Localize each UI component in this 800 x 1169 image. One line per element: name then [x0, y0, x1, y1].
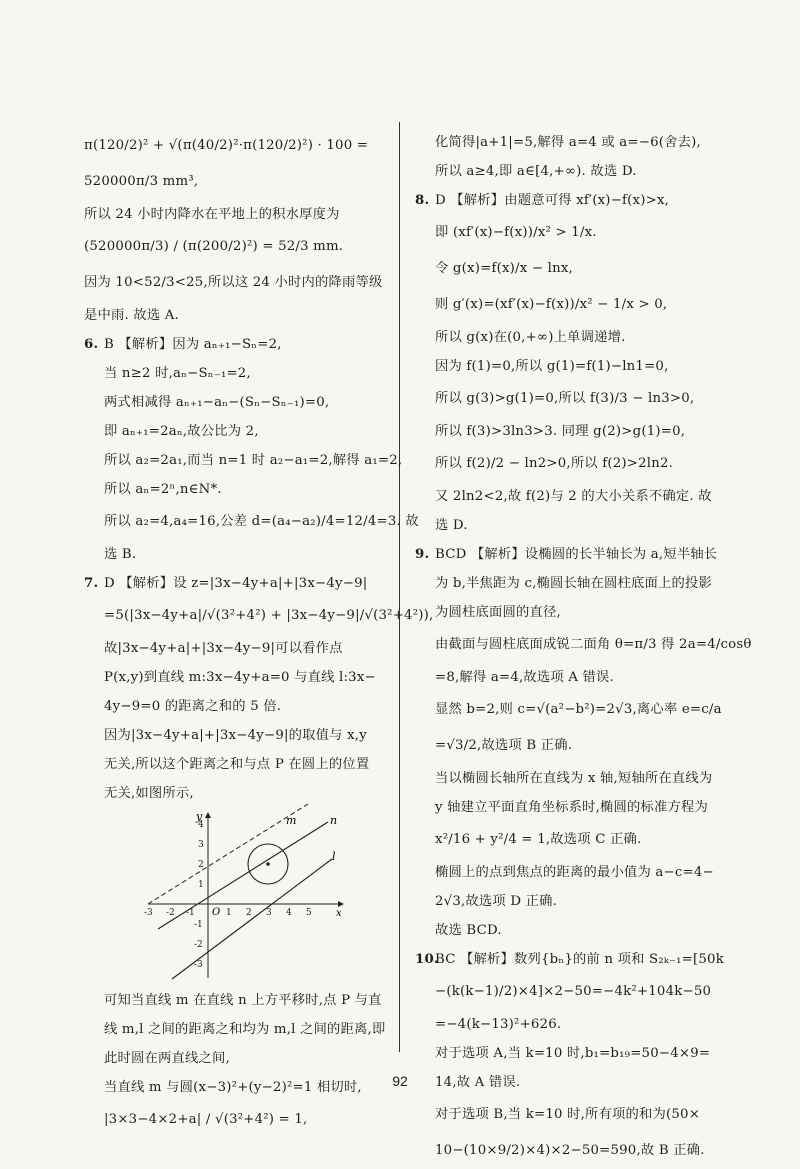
text-line — [415, 157, 715, 186]
text-line — [415, 482, 715, 511]
text-line — [84, 128, 384, 164]
left-text-block — [84, 128, 434, 808]
text-line — [84, 1102, 384, 1138]
line-text: 线 m,l 之间的距离之和均为 m,l 之间的距离,即 — [104, 1022, 386, 1037]
text-line — [415, 352, 715, 381]
line-text: 所以 f(3)>3ln3>3. 同理 g(2)>g(1)=0, — [435, 424, 686, 439]
line-text: 所以 f(2)/2 − ln2>0,所以 f(2)>2ln2. — [435, 456, 674, 471]
text-line — [84, 986, 384, 1015]
line-text: 此时圆在两直线之间, — [104, 1051, 230, 1066]
text-line — [415, 417, 715, 446]
line-text: 化简得|a+1|=5,解得 a=4 或 a=−6(舍去), — [435, 135, 701, 150]
y-tick: 4 — [198, 820, 204, 830]
text-line — [415, 858, 715, 887]
line-text: 可知当直线 m 在直线 n 上方平移时,点 P 与直 — [104, 993, 382, 1008]
line-m — [148, 804, 308, 904]
line-text: 因为 f(1)=0,所以 g(1)=f(1)−ln1=0, — [435, 359, 669, 374]
line-text: 当以椭圆长轴所在直线为 x 轴,短轴所在直线为 — [435, 771, 713, 786]
text-line — [415, 793, 715, 822]
line-text: B 【解析】因为 aₙ₊₁−Sₙ=2, — [104, 337, 282, 352]
line-text: 当 n≥2 时,aₙ−Sₙ₋₁=2, — [104, 366, 251, 381]
text-line — [415, 1133, 715, 1169]
x-tick: 4 — [286, 908, 292, 918]
text-line — [415, 569, 715, 598]
line-text: (520000π/3) / (π(200/2)²) = 52/3 mm. — [84, 239, 344, 254]
text-line — [84, 663, 384, 692]
line-text: 所以 a₂=4,a₄=16,公差 d=(a₄−a₂)/4=12/4=3. 故 — [104, 514, 419, 529]
text-line — [415, 627, 752, 663]
line-text: =5(|3x−4y+a|/√(3²+4²) + |3x−4y−9|/√(3²+4²)), — [104, 608, 434, 623]
line-text: 为 b,半焦距为 c,椭圆长轴在圆柱底面上的投影 — [435, 576, 713, 591]
line-text: 所以 a₂=2a₁,而当 n=1 时 a₂−a₁=2,解得 a₁=2, — [104, 453, 403, 468]
text-line — [84, 164, 384, 200]
y-tick: 1 — [198, 880, 204, 890]
text-line — [415, 974, 715, 1010]
text-line — [84, 301, 384, 330]
y-tick: 2 — [198, 860, 204, 870]
line-text: 显然 b=2,则 c=√(a²−b²)=2√3,离心率 e=c/a — [435, 702, 722, 717]
line-text: BC 【解析】数列{bₙ}的前 n 项和 S₂ₖ₋₁=[50k — [435, 952, 724, 967]
line-text: =8,解得 a=4,故选项 A 错误. — [435, 670, 614, 685]
line-text: 所以 g(x)在(0,+∞)上单调递增. — [435, 330, 626, 345]
right-text-block — [415, 128, 752, 1169]
text-line — [84, 569, 384, 598]
line-text: 14,故 A 错误. — [435, 1075, 521, 1090]
line-text: 520000π/3 mm³, — [84, 174, 199, 189]
line-text: 两式相减得 aₙ₊₁−aₙ−(Sₙ−Sₙ₋₁)=0, — [104, 395, 330, 410]
text-line — [84, 721, 384, 750]
text-line — [415, 916, 715, 945]
line-text: 又 2ln2<2,故 f(2)与 2 的大小关系不确定. 故 — [435, 489, 712, 504]
text-line — [415, 887, 715, 916]
text-line — [415, 663, 715, 692]
line-n-label: n — [330, 814, 338, 827]
line-text: 选 B. — [104, 547, 137, 562]
text-line — [415, 287, 715, 323]
line-text: P(x,y)到直线 m:3x−4y+a=0 与直线 l:3x− — [104, 670, 376, 685]
text-line — [415, 128, 715, 157]
text-line — [415, 1097, 715, 1133]
text-line — [415, 186, 715, 215]
line-text: =−4(k−13)²+626. — [435, 1017, 562, 1032]
text-line — [84, 446, 403, 475]
x-axis-arrow — [338, 901, 344, 907]
y-axis-arrow — [205, 812, 211, 818]
y-tick: -3 — [194, 960, 203, 970]
text-line — [84, 634, 384, 663]
line-text: 则 g′(x)=(xf′(x)−f(x))/x² − 1/x > 0, — [435, 297, 668, 312]
text-line — [415, 446, 715, 482]
line-text: 令 g(x)=f(x)/x − lnx, — [435, 261, 573, 276]
line-l-label: l — [332, 850, 336, 863]
text-line — [415, 692, 722, 728]
text-line — [84, 330, 384, 359]
text-line — [84, 200, 384, 229]
x-tick: 5 — [306, 908, 312, 918]
line-text: 无关,如图所示, — [104, 786, 194, 801]
text-line — [415, 1010, 715, 1039]
y-tick: 3 — [198, 840, 204, 850]
line-text: 即 (xf′(x)−f(x))/x² > 1/x. — [435, 225, 597, 240]
text-line — [415, 598, 715, 627]
line-n — [158, 822, 328, 929]
text-line — [415, 728, 715, 764]
line-text: D 【解析】由题意可得 xf′(x)−f(x)>x, — [435, 193, 670, 208]
x-tick: 2 — [246, 908, 252, 918]
x-tick: -2 — [166, 908, 175, 918]
text-line — [415, 381, 715, 417]
text-line — [415, 215, 715, 251]
text-line — [84, 388, 384, 417]
page-number: 92 — [392, 1073, 408, 1089]
text-line — [84, 265, 384, 301]
line-text: π(120/2)² + √(π(40/2)²·π(120/2)²) · 100 = — [84, 138, 369, 153]
text-line — [415, 945, 724, 974]
x-tick: -3 — [144, 908, 153, 918]
text-line — [84, 475, 384, 504]
x-tick: 1 — [226, 908, 232, 918]
text-line — [415, 540, 718, 569]
text-line — [84, 1044, 384, 1073]
line-text: 即 aₙ₊₁=2aₙ,故公比为 2, — [104, 424, 259, 439]
circle-center — [266, 862, 270, 866]
line-text: 故|3x−4y+a|+|3x−4y−9|可以看作点 — [104, 641, 343, 656]
line-text: 椭圆上的点到焦点的距离的最小值为 a−c=4− — [435, 865, 714, 880]
line-text: 当直线 m 与圆(x−3)²+(y−2)²=1 相切时, — [104, 1080, 362, 1095]
text-line — [415, 511, 715, 540]
right-column — [415, 128, 752, 1169]
line-text: 故选 BCD. — [435, 923, 502, 938]
y-tick: -1 — [194, 920, 203, 930]
question-number: 6. — [84, 337, 99, 352]
origin-label: O — [212, 907, 221, 918]
y-axis-label: y — [196, 810, 203, 823]
text-line — [84, 1015, 384, 1044]
y-tick-labels — [194, 820, 204, 970]
line-text: |3×3−4×2+a| / √(3²+4²) = 1, — [104, 1112, 308, 1127]
line-text: 为圆柱底面圆的直径, — [435, 605, 561, 620]
x-tick-labels — [144, 908, 312, 918]
line-text: =√3/2,故选项 B 正确. — [435, 738, 573, 753]
text-line — [415, 251, 715, 287]
text-line — [84, 750, 384, 779]
left-text-block-after — [84, 986, 384, 1138]
line-text: D 【解析】设 z=|3x−4y+a|+|3x−4y−9| — [104, 576, 368, 591]
line-text: 选 D. — [435, 518, 468, 533]
text-line — [84, 779, 384, 808]
x-tick: 3 — [266, 908, 272, 918]
question-number: 8. — [415, 193, 430, 208]
line-text: BCD 【解析】设椭圆的长半轴长为 a,短半轴长 — [435, 547, 718, 562]
text-line — [84, 229, 384, 265]
text-line — [84, 598, 434, 634]
text-line — [84, 504, 419, 540]
line-text: −(k(k−1)/2)×4]×2−50=−4k²+104k−50 — [435, 984, 712, 999]
text-line — [84, 359, 384, 388]
column-divider — [399, 122, 400, 1052]
question-number: 7. — [84, 576, 99, 591]
line-text: 无关,所以这个距离之和与点 P 在圆上的位置 — [104, 757, 370, 772]
y-tick: -2 — [194, 940, 203, 950]
line-text: 10−(10×9/2)×4)×2−50=590,故 B 正确. — [435, 1143, 705, 1158]
text-line — [84, 692, 384, 721]
text-line — [84, 540, 384, 569]
x-axis-label: x — [336, 908, 342, 919]
line-text: 所以 24 小时内降水在平地上的积水厚度为 — [84, 207, 340, 222]
text-line — [415, 764, 715, 793]
line-text: 所以 a≥4,即 a∈[4,+∞). 故选 D. — [435, 164, 637, 179]
line-text: 由截面与圆柱底面成锐二面角 θ=π/3 得 2a=4/cosθ — [435, 637, 752, 652]
coordinate-figure — [146, 812, 346, 982]
line-text: 2√3,故选项 D 正确. — [435, 894, 558, 909]
line-text: 因为|3x−4y+a|+|3x−4y−9|的取值与 x,y — [104, 728, 367, 743]
question-number: 9. — [415, 547, 430, 562]
line-text: 对于选项 B,当 k=10 时,所有项的和为(50× — [435, 1107, 701, 1122]
question-number: 10. — [415, 952, 439, 967]
line-text: x²/16 + y²/4 = 1,故选项 C 正确. — [435, 832, 642, 847]
line-text: 对于选项 A,当 k=10 时,b₁=b₁₉=50−4×9= — [435, 1046, 711, 1061]
text-line — [84, 417, 384, 446]
line-m-label: m — [286, 814, 297, 827]
line-text: 4y−9=0 的距离之和的 5 倍. — [104, 699, 282, 714]
line-text: 所以 aₙ=2ⁿ,n∈N*. — [104, 482, 222, 497]
line-text: 是中雨. 故选 A. — [84, 308, 179, 323]
x-tick: -1 — [186, 908, 195, 918]
text-line — [415, 1039, 715, 1068]
line-text: 所以 g(3)>g(1)=0,所以 f(3)/3 − ln3>0, — [435, 391, 695, 406]
line-text: 因为 10<52/3<25,所以这 24 小时内的降雨等级 — [84, 275, 383, 290]
text-line — [415, 323, 715, 352]
line-text: y 轴建立平面直角坐标系时,椭圆的标准方程为 — [435, 800, 709, 815]
text-line — [415, 822, 715, 858]
